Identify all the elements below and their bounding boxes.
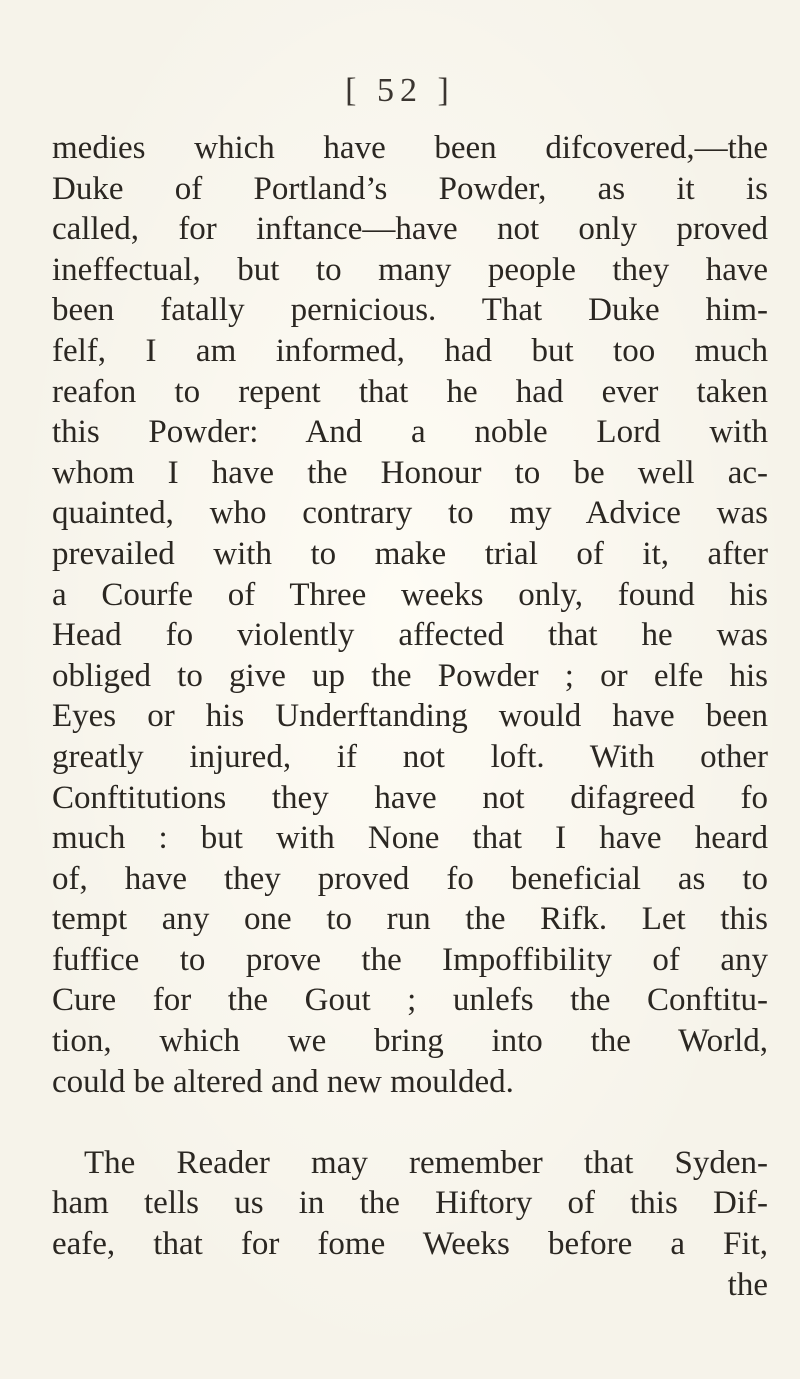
text-line: fuffice to prove the Impoffibility of any — [52, 941, 768, 978]
text-line: much : but with None that I have heard — [52, 820, 768, 857]
text-line: been fatally pernicious. That Duke him- — [52, 292, 768, 329]
text-line: Cure for the Gout ; unlefs the Conftitu- — [52, 982, 768, 1019]
text-line: quainted, who contrary to my Advice was — [52, 495, 768, 532]
page-number: [ 52 ] — [345, 72, 455, 109]
text-line: whom I have the Honour to be well ac- — [52, 454, 768, 491]
text-line: called, for inftance—have not only proved — [52, 211, 768, 248]
paragraph-gap — [52, 1102, 768, 1143]
text-line: The Reader may remember that Syden- — [84, 1144, 768, 1181]
text-line: Conftitutions they have not difagreed fo — [52, 779, 768, 816]
text-line: obliged to give up the Powder ; or elfe his — [52, 657, 768, 694]
text-line: Eyes or his Underftanding would have been — [52, 698, 768, 735]
text-line: medies which have been difcovered,—the — [52, 130, 768, 166]
text-line: could be altered and new moulded. — [52, 1063, 514, 1100]
text-line: of, have they proved fo beneficial as to — [52, 860, 768, 897]
text-line: this Powder: And a noble Lord with — [52, 414, 768, 451]
text-line: prevailed with to make trial of it, after — [52, 535, 768, 572]
text-line: Duke of Portland’s Powder, as it is — [52, 170, 768, 207]
text-line: ineffectual, but to many people they have — [52, 251, 768, 288]
text-line: Head fo violently affected that he was — [52, 617, 768, 654]
body-text — [52, 128, 768, 1305]
text-line: felf, I am informed, had but too much — [52, 332, 768, 369]
text-line: ham tells us in the Hiftory of this Dif- — [52, 1185, 768, 1222]
text-line: tempt any one to run the Rifk. Let this — [52, 901, 768, 938]
text-line: reafon to repent that he had ever taken — [52, 373, 768, 410]
text-line: greatly injured, if not loft. With other — [52, 738, 768, 775]
catchword: the — [727, 1266, 768, 1303]
text-line: a Courfe of Three weeks only, found his — [52, 576, 768, 613]
text-line: eafe, that for fome Weeks before a Fit, — [52, 1226, 768, 1263]
text-line: tion, which we bring into the World, — [52, 1023, 768, 1060]
